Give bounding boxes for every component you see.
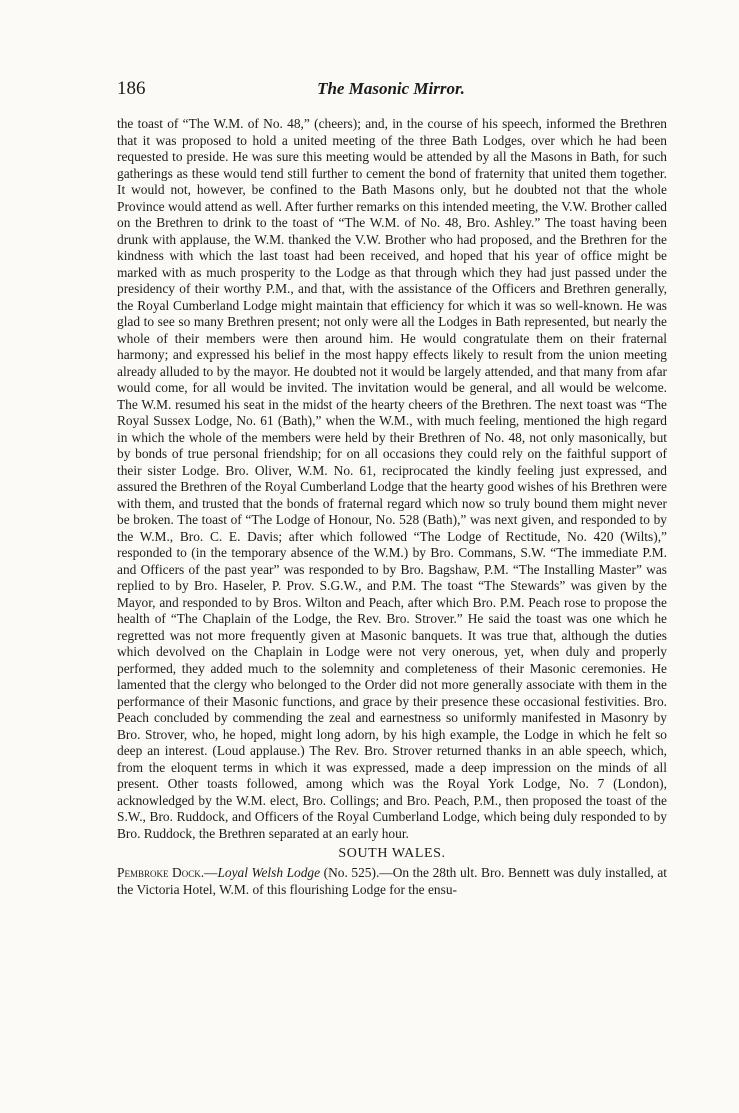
report-place: Pembroke Dock. xyxy=(117,865,205,880)
section-heading: SOUTH WALES. xyxy=(338,846,446,861)
report-lodge-name: Loyal Welsh Lodge xyxy=(217,865,321,880)
page-number: 186 xyxy=(117,78,146,99)
report-lodge-number: (No. 525). xyxy=(320,865,380,880)
journal-title: The Masonic Mirror. xyxy=(317,79,465,98)
report-text: —On the 28th ult. Bro. Bennett was duly installed, at the Victoria Hotel, W.M. of this flourishing Lodge for the ensu- xyxy=(117,865,667,897)
report-dash: — xyxy=(204,865,218,880)
text-column xyxy=(117,116,667,898)
article-body: the toast of “The W.M. of No. 48,” (cheers); and, in the course of his speech, informed the Brethren that it was proposed to hold a united meeting of the three Bath Lodges, over which he had been requested to preside. He was sure this meeting would be attended by all the Masons in Bath, for such gatherings as these would tend still further to cement the bond of fraternity that united them together. It would not, however, be confined to the Bath Masons only, but he doubted not that the whole Province would attend as well. After further remarks on this intended meeting, the V.W. Brother called on the Brethren to drink to the toast of “The W.M. of No. 48, Bro. Ashley.” The toast having been drunk with applause, the W.M. thanked the V.W. Brother who had proposed, and the Brethren for the kindness with which the last toast had been received, and hoped that his year of office might be marked with as much prosperity to the Lodge as that through which they had just passed under the presidency of their worthy P.M., and that, with the assistance of the Officers and Brethren generally, the Royal Cumberland Lodge might maintain that efficiency for which it was so well-known. He was glad to see so many Brethren present; not only were all the Lodges in Bath represented, but nearly the whole of their members were then around him. He would congratulate them on their fraternal harmony; and expressed his belief in the most happy effects likely to result from the union meeting already alluded to by the mayor. He doubted not it would be largely attended, and that many from afar would come, for all would be invited. The invitation would be general, and all would be welcome. The W.M. resumed his seat in the midst of the hearty cheers of the Brethren. The next toast was “The Royal Sussex Lodge, No. 61 (Bath),” when the W.M., with much feeling, mentioned the high regard in which the whole of the members were held by their Brethren of No. 48, not only masonically, but by bonds of true personal friendship; for on all occasions they could rely on the faithful support of their sister Lodge. Bro. Oliver, W.M. No. 61, reciprocated the kindly feeling just expressed, and assured the Brethren of the Royal Cumberland Lodge that the hearty good wishes of his Brethren were with them, and trusted that the bonds of fraternal regard which now so truly bound them might never be broken. The toast of “The Lodge of Honour, No. 528 (Bath),” was next given, and responded to by the W.M., Bro. C. E. Davis; after which followed “The Lodge of Rectitude, No. 420 (Wilts),” responded to (in the temporary absence of the W.M.) by Bro. Commans, S.W. “The immediate P.M. and Officers of the past year” was responded to by Bro. Bagshaw, P.M. “The Installing Master” was replied to by Bro. Haseler, P. Prov. S.G.W., and P.M. The toast “The Stewards” was given by the Mayor, and responded to by Bros. Wilton and Peach, after which Bro. P.M. Peach rose to propose the health of “The Chaplain of the Lodge, the Rev. Bro. Strover.” He said the toast was one which he regretted was not more frequently given at Masonic banquets. It was true that, although the duties which devolved on the Chaplain in Lodge were not very onerous, yet, when duly and properly performed, they added much to the solemnity and completeness of their Masonic ceremonies. He lamented that the clergy who belonged to the Order did not more generally associate with them in the performance of their Masonic functions, and grace by their presence these occasional festivities. Bro. Peach concluded by commending the zeal and earnestness so uniformly manifested in Masonry by Bro. Strover, who, he hoped, might long adorn, by his high example, the Lodge in which he felt so deep an interest. (Loud applause.) The Rev. Bro. Strover returned thanks in an able speech, which, from the eloquent terms in which it was expressed, made a deep impression on the minds of all present. Other toasts followed, among which was the Royal York Lodge, No. 7 (London), acknowledged by the W.M. elect, Bro. Collings; and Bro. Peach, P.M., then proposed the toast of the S.W., Bro. Ruddock, and Officers of the Royal Cumberland Lodge, which being duly responded to by Bro. Ruddock, the Brethren separated at an early hour. xyxy=(117,116,667,841)
running-head xyxy=(117,78,665,104)
lodge-report xyxy=(117,865,667,898)
